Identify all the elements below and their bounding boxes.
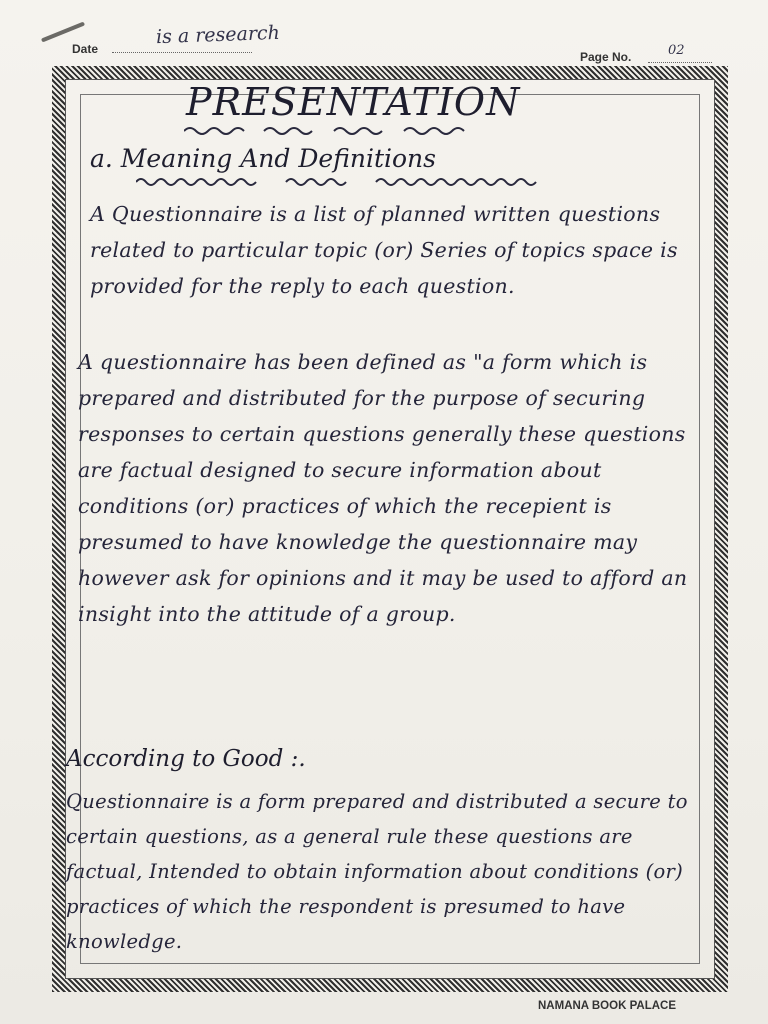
section-heading: a. Meaning And Definitions — [90, 144, 436, 173]
date-value: is a research — [155, 21, 281, 49]
good-heading: According to Good :. — [66, 746, 306, 772]
paragraph-definition: A Questionnaire is a list of planned written questions related to particular topic (or) Series of topics space is provided for the reply to each question. — [90, 202, 678, 298]
staple-pin — [41, 22, 85, 43]
page-number-line — [648, 62, 712, 63]
page-title: PRESENTATION — [186, 80, 521, 124]
page-number-label: Page No. — [580, 50, 632, 64]
publisher-label: NAMANA BOOK PALACE — [538, 1000, 676, 1012]
page-number-value: 02 — [668, 43, 685, 58]
title-underline — [184, 125, 484, 137]
date-line — [112, 52, 252, 53]
paragraph-good: Questionnaire is a form prepared and distributed a secure to certain questions, as a general rule these questions are factual, Intended to obtain information about conditions (or) practices of which the respondent is presumed to have knowledge. — [66, 790, 688, 953]
date-label: Date — [72, 42, 99, 56]
paragraph-defined-as: A questionnaire has been defined as "a form which is prepared and distributed for the purpose of securing responses to certain questions generally these questions are factual designed to secure information about conditions (or) practices of which the recepient is presumed to have knowledge the questionnaire may however ask for opinions and it may be used to afford an insight into the attitude of a group. — [78, 350, 688, 626]
section-underline — [136, 176, 556, 188]
